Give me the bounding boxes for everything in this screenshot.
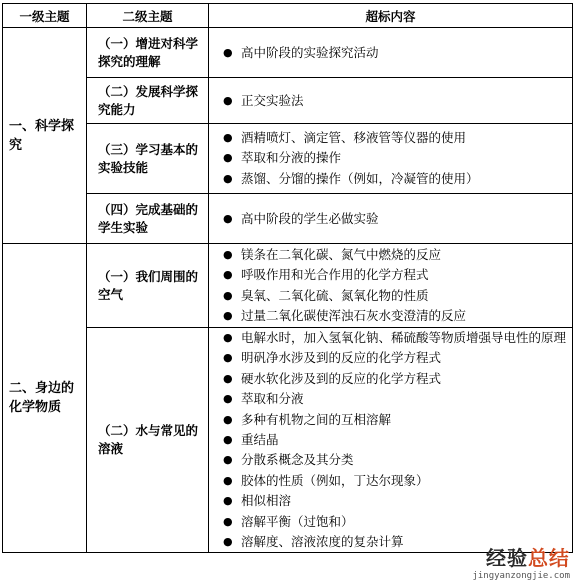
table-row xyxy=(3,328,573,553)
list-item: ● 胶体的性质（例如，丁达尔现象） xyxy=(209,471,572,491)
list-item: ● 电解水时，加入氢氧化钠、稀硫酸等物质增强导电性的原理 xyxy=(209,328,572,348)
list-item: ● 分散系概念及其分类 xyxy=(209,450,572,470)
list-item: ● 溶解度、溶液浓度的复杂计算 xyxy=(209,532,572,552)
table-row xyxy=(3,244,573,328)
header-row xyxy=(3,4,573,28)
content-cell xyxy=(209,328,573,553)
curriculum-table xyxy=(2,3,573,553)
content-cell xyxy=(209,124,573,194)
level2-cell: （四）完成基础的学生实验 xyxy=(87,194,209,244)
content-cell xyxy=(209,194,573,244)
table-row xyxy=(3,28,573,78)
header-level1: 一级主题 xyxy=(3,4,87,28)
list-item: ● 正交实验法 xyxy=(209,90,572,111)
level2-cell: （二）水与常见的溶液 xyxy=(87,328,209,553)
content-list xyxy=(209,208,572,229)
list-item: ● 过量二氧化碳使浑浊石灰水变澄清的反应 xyxy=(209,306,572,326)
header-level2: 二级主题 xyxy=(87,4,209,28)
list-item: ● 重结晶 xyxy=(209,430,572,450)
list-item: ● 镁条在二氧化碳、氮气中燃烧的反应 xyxy=(209,245,572,265)
header-content: 超标内容 xyxy=(209,4,573,28)
watermark-url: jingyanzongjie.com xyxy=(472,571,570,581)
content-cell xyxy=(209,78,573,124)
list-item: ● 萃取和分液 xyxy=(209,389,572,409)
watermark-logo: 经验总结 xyxy=(486,546,570,570)
list-item: ● 呼吸作用和光合作用的化学方程式 xyxy=(209,265,572,285)
level1-cell: 二、身边的化学物质 xyxy=(3,244,87,553)
list-item: ● 酒精喷灯、滴定管、移液管等仪器的使用 xyxy=(209,128,572,148)
list-item: ● 高中阶段的实验探究活动 xyxy=(209,42,572,63)
list-item: ● 萃取和分液的操作 xyxy=(209,148,572,168)
table-row xyxy=(3,78,573,124)
content-cell xyxy=(209,244,573,328)
list-item: ● 臭氧、二氧化硫、氮氧化物的性质 xyxy=(209,286,572,306)
level1-cell: 一、科学探究 xyxy=(3,28,87,244)
level2-cell: （一）我们周围的空气 xyxy=(87,244,209,328)
list-item: ● 明矾净水涉及到的反应的化学方程式 xyxy=(209,348,572,368)
table-row xyxy=(3,194,573,244)
level2-cell: （三）学习基本的实验技能 xyxy=(87,124,209,194)
content-cell xyxy=(209,28,573,78)
list-item: ● 高中阶段的学生必做实验 xyxy=(209,208,572,229)
content-list xyxy=(209,328,572,552)
content-list xyxy=(209,42,572,63)
table-row xyxy=(3,124,573,194)
content-list xyxy=(209,245,572,327)
content-list xyxy=(209,90,572,111)
list-item: ● 硬水软化涉及到的反应的化学方程式 xyxy=(209,369,572,389)
level2-cell: （一）增进对科学探究的理解 xyxy=(87,28,209,78)
list-item: ● 蒸馏、分馏的操作（例如，冷凝管的使用） xyxy=(209,169,572,189)
list-item: ● 多种有机物之间的互相溶解 xyxy=(209,410,572,430)
list-item: ● 相似相溶 xyxy=(209,491,572,511)
list-item: ● 溶解平衡（过饱和） xyxy=(209,512,572,532)
content-list xyxy=(209,128,572,189)
level2-cell: （二）发展科学探究能力 xyxy=(87,78,209,124)
